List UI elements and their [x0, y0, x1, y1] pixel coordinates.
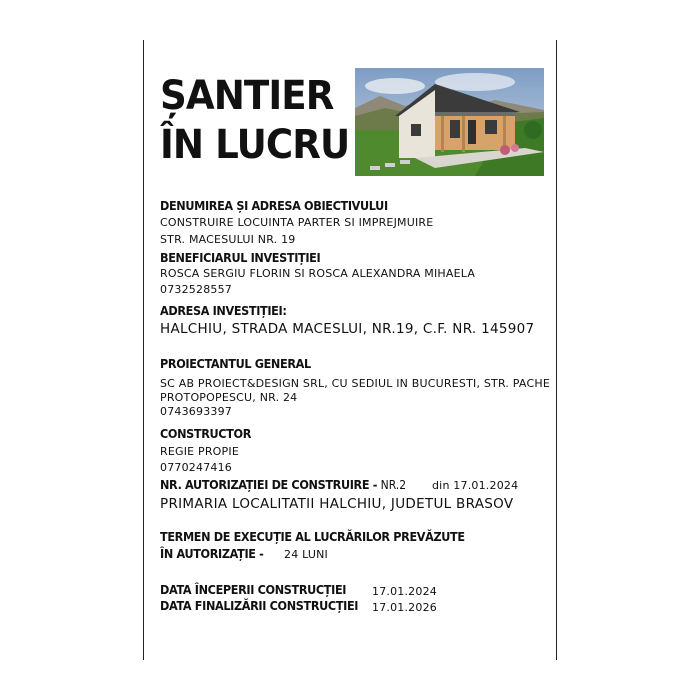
permit-issuer: PRIMARIA LOCALITATII HALCHIU, JUDETUL BRASOV: [160, 496, 514, 512]
end-date-label: DATA FINALIZĂRII CONSTRUCȚIEI: [160, 598, 359, 613]
right-border-line: [556, 40, 557, 660]
left-border-line: [143, 40, 144, 660]
constructor-name: REGIE PROPIE: [160, 445, 239, 458]
designer-heading: PROIECTANTUL GENERAL: [160, 356, 311, 371]
constructor-heading: CONSTRUCTOR: [160, 426, 252, 441]
end-date-value: 17.01.2026: [372, 601, 437, 614]
permit-date: din 17.01.2024: [432, 479, 519, 492]
term-value: 24 LUNI: [284, 548, 328, 561]
address-heading: ADRESA INVESTIȚIEI:: [160, 303, 287, 318]
objective-line-2: STR. MACESULUI NR. 19: [160, 233, 296, 246]
objective-heading: DENUMIREA ȘI ADRESA OBIECTIVULUI: [160, 198, 388, 213]
designer-line-1: SC AB PROIECT&DESIGN SRL, CU SEDIUL IN BUCURESTI, STR. PACHE: [160, 377, 550, 390]
objective-line-1: CONSTRUIRE LOCUINTA PARTER SI IMPREJMUIRE: [160, 216, 434, 229]
designer-line-2: PROTOPOPESCU, NR. 24: [160, 391, 298, 404]
start-date-value: 17.01.2024: [372, 585, 437, 598]
permit-row: [160, 477, 406, 492]
permit-heading: NR. AUTORIZAȚIEI DE CONSTRUIRE -: [160, 477, 381, 492]
title-line-2: ÎN LUCRU: [160, 122, 350, 168]
designer-phone: 0743693397: [160, 405, 232, 418]
beneficiary-phone: 0732528557: [160, 283, 232, 296]
address-value: HALCHIU, STRADA MACESLUI, NR.19, C.F. NR. 145907: [160, 321, 535, 337]
permit-nr-label: NR.: [380, 478, 400, 492]
beneficiary-name: ROSCA SERGIU FLORIN SI ROSCA ALEXANDRA MIHAELA: [160, 267, 476, 280]
house-photo: [355, 68, 544, 176]
title-line-1: ȘANTIER: [160, 73, 334, 119]
start-date-label: DATA ÎNCEPERII CONSTRUCȚIEI: [160, 582, 347, 597]
constructor-phone: 0770247416: [160, 461, 232, 474]
term-heading-line-2: ÎN AUTORIZAȚIE -: [160, 546, 264, 561]
permit-nr-value: 2: [399, 478, 407, 492]
term-heading-line-1: TERMEN DE EXECUȚIE AL LUCRĂRILOR PREVĂZUTE: [160, 529, 465, 544]
beneficiary-heading: BENEFICIARUL INVESTIȚIEI: [160, 250, 321, 265]
